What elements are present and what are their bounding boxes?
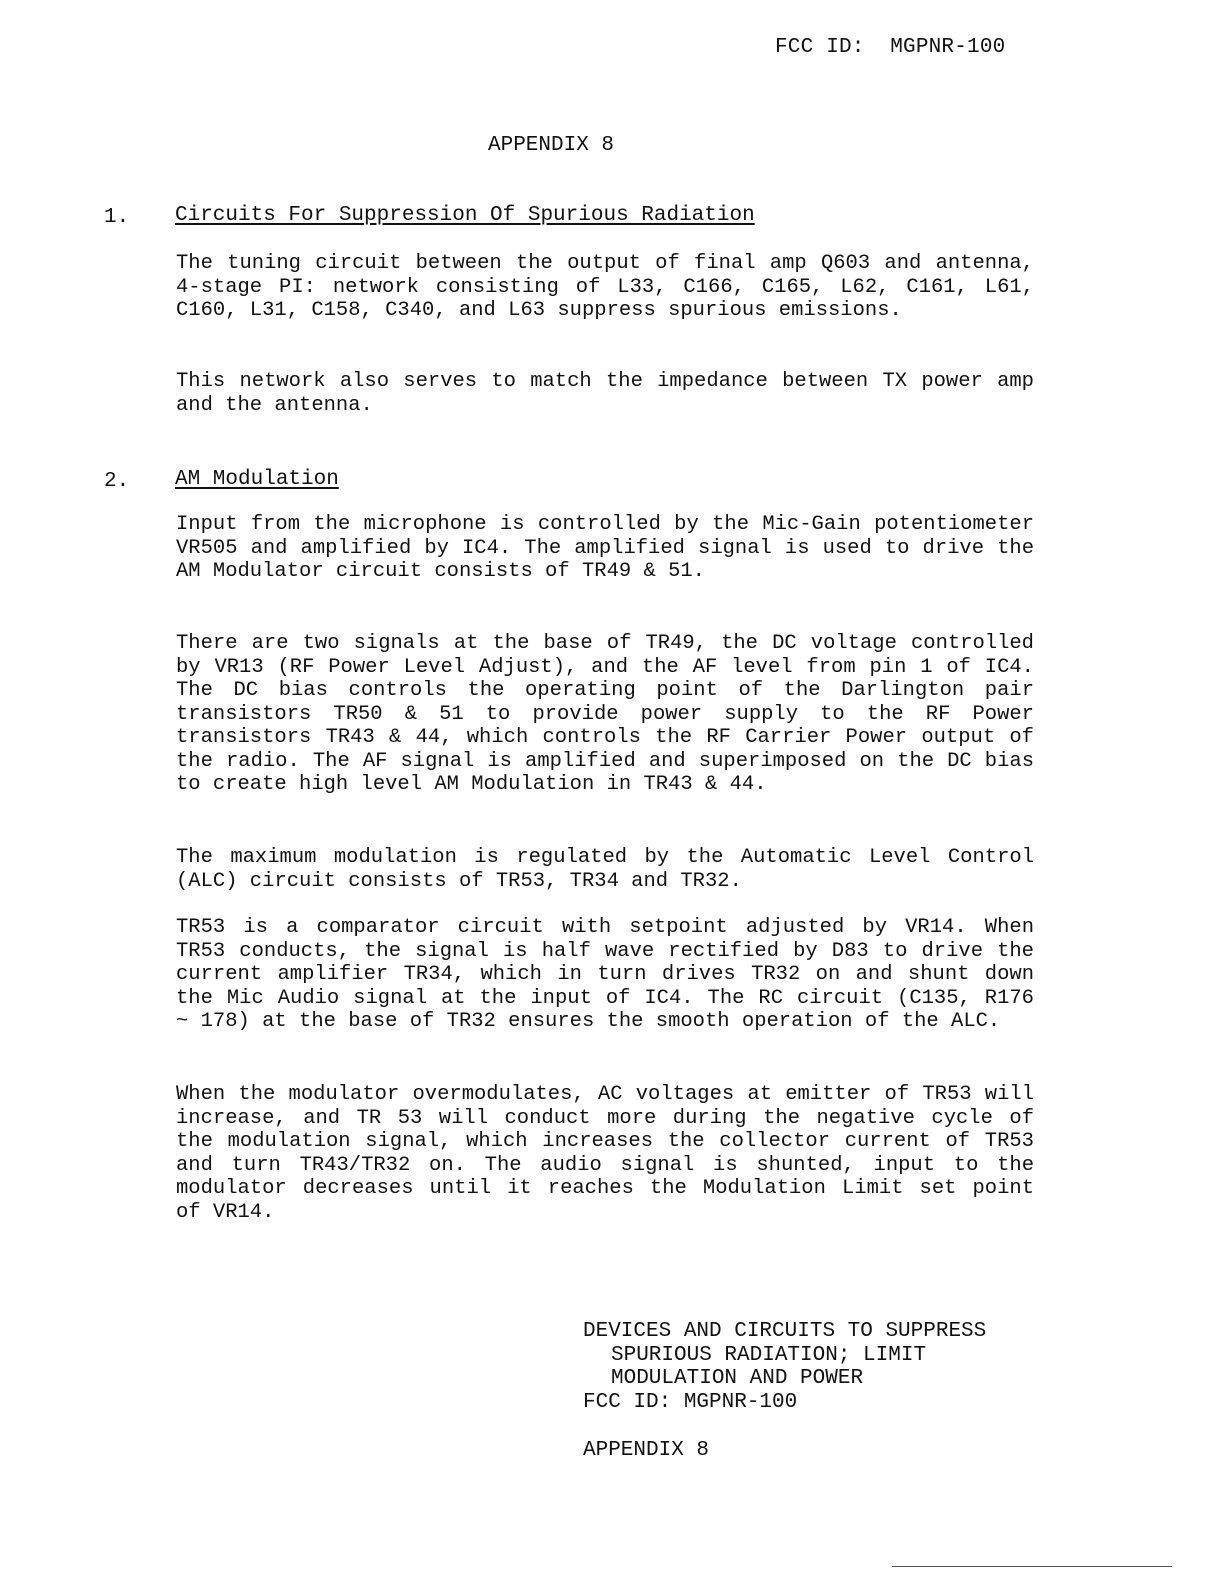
footer-line-3: MODULATION AND POWER	[611, 1367, 864, 1390]
footer-caption	[583, 1320, 986, 1414]
section-2-paragraph-1: Input from the microphone is controlled by the Mic-Gain potentiometer VR505 and amplified by IC4. The amplified signal is used to drive the AM Modulator circuit consists of TR49 & 51.	[176, 513, 1034, 583]
header-fcc-id: FCC ID: MGPNR-100	[775, 36, 1006, 59]
section-2-paragraph-5: When the modulator overmodulates, AC voltages at emitter of TR53 will increase, and TR 53 will conduct more during the negative cycle of the modulation signal, which increases the collector current of TR53 and turn TR43/TR32 on. The audio signal is shunted, input to the modulator decreases until it reaches the Modulation Limit set point of VR14.	[176, 1083, 1034, 1224]
footer-fcc-id: FCC ID: MGPNR-100	[583, 1390, 798, 1414]
page-title: APPENDIX 8	[488, 134, 615, 157]
section-1-heading: Circuits For Suppression Of Spurious Radiation	[175, 204, 755, 227]
section-2-paragraph-2: There are two signals at the base of TR49, the DC voltage controlled by VR13 (RF Power Level Adjust), and the AF level from pin 1 of IC4. The DC bias controls the operating point of the Darlington pair transistors TR50 & 51 to provide power supply to the RF Power transistors TR43 & 44, which controls the RF Carrier Power output of the radio. The AF signal is amplified and superimposed on the DC bias to create high level AM Modulation in TR43 & 44.	[176, 632, 1034, 796]
section-1-paragraph-2: This network also serves to match the impedance between TX power amp and the antenna.	[176, 370, 1034, 417]
section-1-paragraph-1: The tuning circuit between the output of final amp Q603 and antenna, 4-stage PI: network consisting of L33, C166, C165, L62, C161, L61, C160, L31, C158, C340, and L63 suppress spurious emissions.	[176, 252, 1034, 322]
section-2-number: 2.	[104, 470, 130, 493]
section-2-paragraph-4: TR53 is a comparator circuit with setpoint adjusted by VR14. When TR53 conducts, the signal is half wave rectified by D83 to drive the current amplifier TR34, which in turn drives TR32 on and shunt down the Mic Audio signal at the input of IC4. The RC circuit (C135, R176 ~ 178) at the base of TR32 ensures the smooth operation of the ALC.	[176, 916, 1034, 1033]
section-1-number: 1.	[104, 206, 130, 229]
footer-line-1: DEVICES AND CIRCUITS TO SUPPRESS	[583, 1320, 987, 1343]
section-2-paragraph-3: The maximum modulation is regulated by the Automatic Level Control (ALC) circuit consists of TR53, TR34 and TR32.	[176, 846, 1034, 893]
bottom-divider	[892, 1566, 1172, 1567]
footer-line-2: SPURIOUS RADIATION; LIMIT	[611, 1343, 927, 1367]
section-2-heading: AM Modulation	[175, 468, 339, 491]
footer-appendix: APPENDIX 8	[583, 1439, 710, 1462]
